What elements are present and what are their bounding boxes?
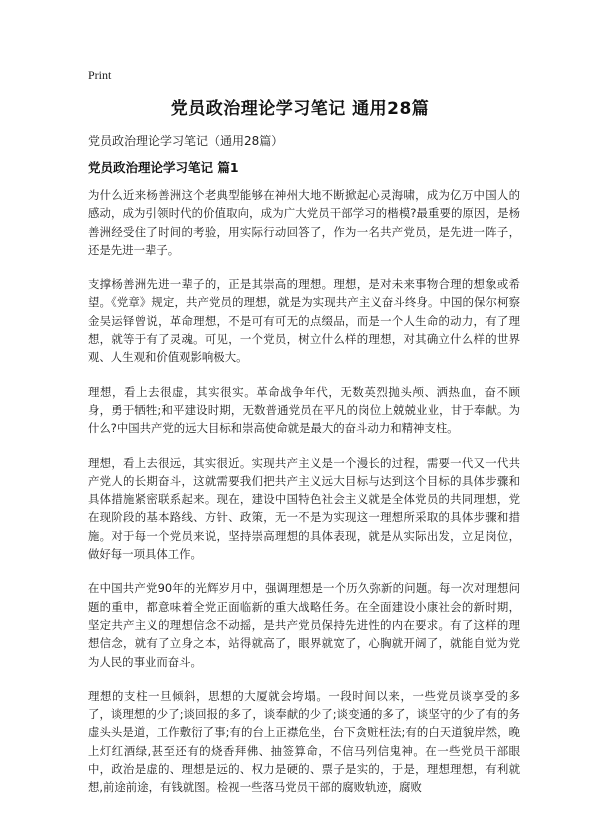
section-heading: 党员政治理论学习笔记 篇1 [88, 160, 239, 175]
paragraph-5: 在中国共产党90年的光辉岁月中，强调理想是一个历久弥新的问题。每一次对理想问题的重申，都意味着全党正面临新的重大战略任务。在全面建设小康社会的新时期，坚定共产主义的理想信念不动摇，是共产党员保持先进性的内在要求。有了这样的理想信念，就有了立身之本，站得就高了，眼界就宽了，心胸就开阔了，就能自觉为党为人民的事业而奋斗。 [88, 581, 520, 669]
print-label: Print [88, 68, 112, 82]
paragraph-3: 理想，看上去很虚，其实很实。革命战争年代，无数英烈抛头颅、洒热血，奋不顾身，勇于牺牲;和平建设时期，无数普通党员在平凡的岗位上兢兢业业，甘于奉献。为什么?中国共产党的远大目标和崇高使命就是最大的奋斗动力和精神支柱。 [88, 384, 520, 436]
paragraph-4: 理想，看上去很远，其实很近。实现共产主义是一个漫长的过程，需要一代又一代共产党人的长期奋斗，这就需要我们把共产主义远大目标与达到这个目标的具体步骤和具体措施紧密联系起来。现在，建设中国特色社会主义就是全体党员的共同理想，党在现阶段的基本路线、方针、政策，无一不是为实现这一理想所采取的具体步骤和措施。对于每一个党员来说，坚持崇高理想的具体表现，就是从实际出发，立足岗位，做好每一项具体工作。 [88, 455, 520, 562]
paragraph-1: 为什么近来杨善洲这个老典型能够在神州大地不断掀起心灵海啸，成为亿万中国人的感动，成为引领时代的价值取向，成为广大党员干部学习的楷模?最重要的原因，是杨善洲经受住了时间的考验，用实际行动回答了，作为一名共产党员，是先进一阵子，还是先进一辈子。 [88, 188, 520, 257]
paragraph-2: 支撑杨善洲先进一辈子的，正是其崇高的理想。理想，是对未来事物合理的想象或希望。《党章》规定，共产党员的理想，就是为实现共产主义奋斗终身。中国的保尔柯察金吴运铎曾说，革命理想，不是可有可无的点缀品，而是一个人生命的动力，有了理想，就等于有了灵魂。可见，一个党员，树立什么样的理想，对其确立什么样的世界观、人生观和价值观影响极大。 [88, 277, 520, 365]
paragraph-6: 理想的支柱一旦倾斜，思想的大厦就会垮塌。一段时间以来，一些党员谈享受的多了，谈理想的少了;谈回报的多了，谈奉献的少了;谈变通的多了，谈坚守的少了有的务虚头头是道，工作敷衍了事;有的台上正襟危坐，台下贪赃枉法;有的白天道貌岸然，晚上灯红酒绿,甚至还有的烧香拜佛、抽签算命，不信马列信鬼神。在一些党员干部眼中，政治是虚的、理想是远的、权力是硬的、票子是实的，于是，理想理想，有利就想,前途前途，有钱就图。检视一些落马党员干部的腐败轨迹，腐败 [88, 688, 520, 795]
body-text [88, 186, 520, 813]
document-subtitle: 党员政治理论学习笔记（通用28篇） [88, 134, 284, 148]
document-title: 党员政治理论学习笔记 通用28篇 [170, 99, 430, 119]
